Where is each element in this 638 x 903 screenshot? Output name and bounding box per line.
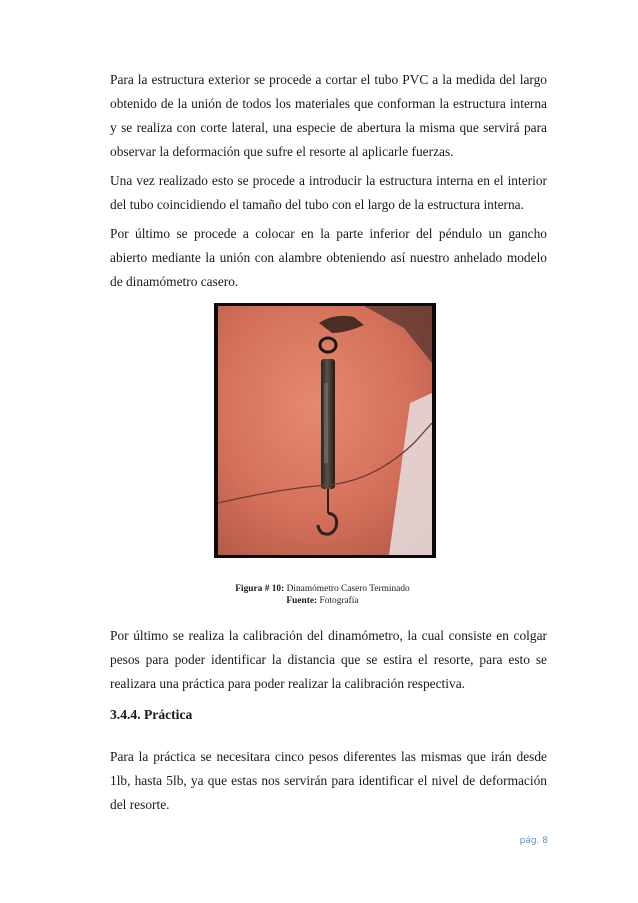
paragraph-estructura-interna: Una vez realizado esto se procede a introducir la estructura interna en el interior del tubo coincidiendo el tamaño del tubo con el largo de la estructura interna. xyxy=(110,173,547,212)
source-label: Fuente: xyxy=(286,596,318,606)
page-number: pág. 8 xyxy=(519,836,548,846)
source-text: Fotografía xyxy=(317,596,359,606)
section-heading-practica: 3.4.4. Práctica xyxy=(110,707,193,722)
caption-label: Figura # 10: xyxy=(235,584,285,594)
figure-dynamometer-photo xyxy=(214,303,436,558)
figure-caption xyxy=(150,583,495,607)
paragraph-practica: Para la práctica se necesitara cinco pesos diferentes las mismas que irán desde 1lb, hasta 5lb, ya que estas nos servirán para identificar el nivel de deformación del resorte. xyxy=(110,749,547,812)
dynamometer-photo-illustration xyxy=(214,303,436,558)
paragraph-estructura-exterior: Para la estructura exterior se procede a cortar el tubo PVC a la medida del largo obtenido de la unión de todos los materiales que conforman la estructura interna y se realiza con corte lateral, una especie de abertura la misma que servirá para observar la deformación que sufre el resorte al aplicarle fuerzas. xyxy=(110,72,547,159)
caption-text: Dinamómetro Casero Terminado xyxy=(284,584,410,594)
paragraph-gancho: Por último se procede a colocar en la parte inferior del péndulo un gancho abierto mediante la unión con alambre obteniendo así nuestro anhelado modelo de dinamómetro casero. xyxy=(110,226,547,289)
paragraph-calibracion: Por último se realiza la calibración del dinamómetro, la cual consiste en colgar pesos para poder identificar la distancia que se estira el resorte, para esto se realizara una práctica para poder realizar la calibración respectiva. xyxy=(110,628,547,691)
